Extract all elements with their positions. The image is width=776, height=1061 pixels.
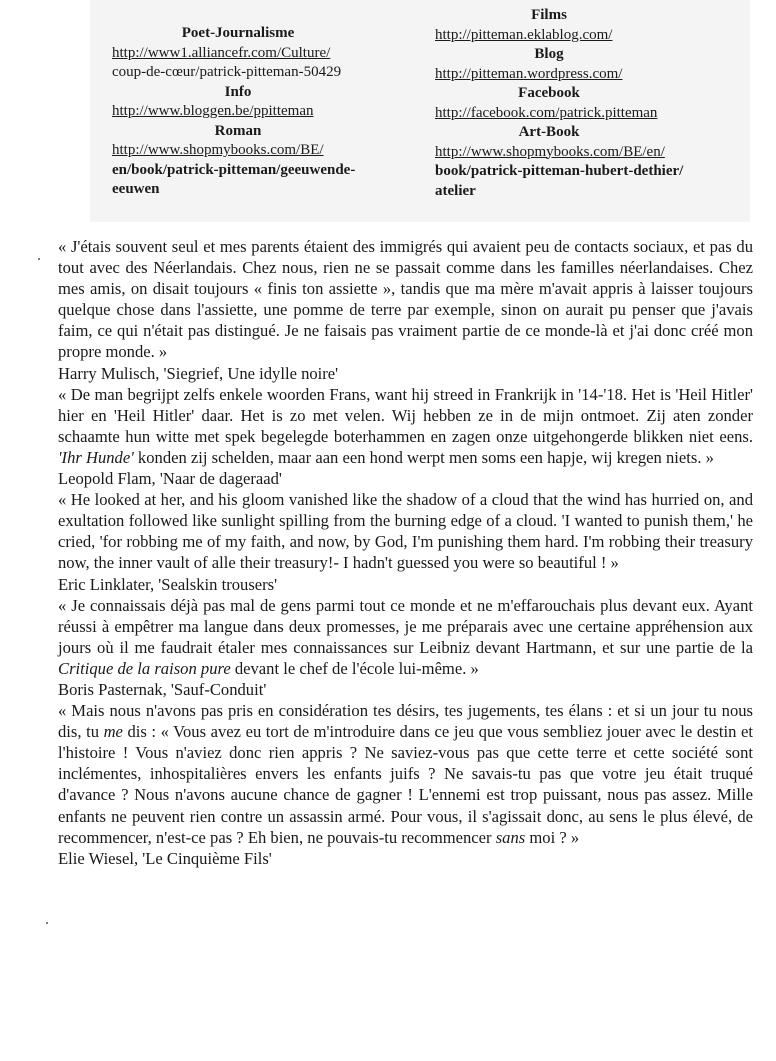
quote-author-flam: Leopold Flam, 'Naar de dageraad' — [58, 469, 282, 489]
art-book-link-cont: book/patrick-pitteman-hubert-dethier/ — [435, 163, 684, 179]
quote-flam-text-end: konden zij schelden, maar aan een hond werpt men soms een hapje, wij kregen niets. » — [133, 447, 714, 467]
quote-wiesel-text: « Mais nous n'avons pas pris en considération tes désirs, tes jugements, tes élans : et si un jour tu nous dis, tu — [58, 701, 753, 742]
poet-journalisme-heading: Poet-Journalisme — [181, 25, 295, 41]
info-link[interactable]: http://www.bloggen.be/ppitteman — [112, 103, 314, 119]
art-book-link[interactable]: http://www.shopmybooks.com/BE/en/ — [435, 143, 665, 160]
roman-link-cont: en/book/patrick-pitteman/geeuwende- — [112, 161, 356, 178]
facebook-heading: Facebook — [518, 85, 580, 101]
quote-flam — [58, 384, 753, 468]
quote-wiesel-text-end: moi ? » — [525, 827, 580, 847]
blog-link[interactable]: http://pitteman.wordpress.com/ — [435, 65, 623, 82]
quote-mulisch: « J'étais souvent seul et mes parents étaient des immigrés qui avaient peu de contacts sociaux, et pas du tout avec des Néerlandais. Chez nous, rien ne se passait comme dans les familles néerlandaises. Chez mes amis, on disait toujours « finis ton assiette », tandis que ma mère m'avait appris à laisser toujours quelque chose dans l'assiette, une pomme de terre par exemple, sinon on aurait pu penser que j'avais faim, ce qui n'était pas distingué. Je ne faisais pas vraiment partie de ce monde-là et j'ai donc créé mon propre monde. » — [58, 237, 753, 362]
poet-journalisme-link[interactable]: http://www1.alliancefr.com/Culture/ — [112, 44, 331, 61]
quote-author-pasternak: Boris Pasternak, 'Sauf-Conduit' — [58, 679, 267, 699]
quote-flam-text: « De man begrijpt zelfs enkele woorden Frans, want hij streed in Frankrijk in '14-'18. Het is 'Heil Hitler' hier en 'Heil Hitler' daar. Het is zo met velen. Wij hebben ze in de mijn ontmoet. Zij aten zonder schaamte hun witte met spek begelegde boterhammen en zagen onze uitgehongerde blikken niet eens. — [58, 384, 753, 446]
quote-author-wiesel: Elie Wiesel, 'Le Cinquième Fils' — [58, 848, 272, 868]
quote-wiesel-text-middle: dis : « Vous avez eu tort de m'introduire dans ce jeu que vous sembliez jouer avec le destin et l'histoire ! Vous n'aviez donc rien appris ? Ne saviez-vous pas que cette terre et cette société sont inclémentes, inhospitalières envers les enfants juifs ? Ne savais-tu pas que votre jeu était truqué d'avance ? Nous n'avons aucune chance de gagner ! L'ennemi est trop puissant, nous pas assez. Mille enfants ne peuvent rien contre un assassin armé. Pour vous, il s'agissait donc, au sens le plus élevé, de recommencer, n'est-ce pas ? Eh bien, ne pouvais-tu recommencer — [58, 722, 753, 847]
quote-pasternak-italic: Critique de la raison pure — [58, 658, 231, 678]
quote-wiesel-italic-sans: sans — [495, 827, 526, 847]
facebook-link[interactable]: http://facebook.com/patrick.pitteman — [435, 104, 658, 121]
films-link[interactable]: http://pitteman.eklablog.com/ — [435, 26, 613, 43]
quote-author-mulisch: Harry Mulisch, 'Siegrief, Une idylle noire' — [58, 363, 339, 383]
art-book-link-cont-2: atelier — [435, 182, 476, 199]
roman-link[interactable]: http://www.shopmybooks.com/BE/ — [112, 142, 324, 158]
roman-link-cont-2: eeuwen — [112, 181, 160, 197]
quote-linklater: « He looked at her, and his gloom vanished like the shadow of a cloud that the wind has hurried on, and exultation followed like sunlight spilling from the burning edge of a cloud. 'I wanted to punish them,' he cried, 'for robbing me of my faith, and now, by God, I'm punishing them hard. I'm robbing their treasury now, the inner vault of alle their treasury!- I hadn't guessed you were so beautiful ! » — [58, 490, 753, 573]
links-right-column — [435, 6, 755, 201]
links-left-column — [112, 24, 402, 200]
quote-wiesel-italic-me: me — [103, 722, 123, 742]
roman-heading: Roman — [214, 122, 262, 139]
quotes-body — [58, 236, 753, 869]
blog-heading: Blog — [534, 46, 564, 62]
poet-journalisme-link-cont: coup-de-cœur/patrick-pitteman-50429 — [112, 64, 342, 80]
scan-speck — [46, 922, 48, 924]
films-heading: Films — [531, 7, 567, 23]
art-book-heading: Art-Book — [518, 124, 580, 140]
quote-pasternak — [58, 595, 753, 679]
quote-wiesel — [58, 700, 753, 848]
quote-pasternak-text: « Je connaissais déjà pas mal de gens parmi tout ce monde et ne m'effarouchais plus devant eux. Ayant réussi à empêtrer ma langue dans deux promesses, je me préparais avec une certaine appréhension aux jours où il me faudrait étaler mes connaissances sur Leibniz devant Hartmann, et sur une partie de la — [58, 595, 753, 657]
info-heading: Info — [224, 83, 252, 100]
quote-author-linklater: Eric Linklater, 'Sealskin trousers' — [58, 574, 278, 594]
quote-flam-italic: 'Ihr Hunde' — [58, 447, 134, 467]
quote-pasternak-text-end: devant le chef de l'école lui-même. » — [230, 658, 479, 678]
scan-speck — [38, 258, 40, 260]
